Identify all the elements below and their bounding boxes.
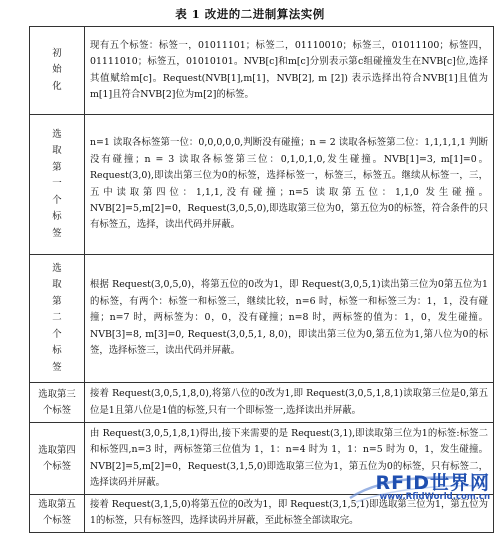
row-label-text: 选取第五个标签 <box>38 499 76 527</box>
row-text-fourth-tag: 由 Request(3,0,5,1,8,1)得出,接下来需要的是 Request(3,1),即读取第三位为1的标签:标签二和标签四,n=3 时，两标签第三位值为 1，1：n=4 时为 1，1：n=5 时为 0，1，发生碰撞。NVB[2]=5,m[2]=0，Request(3,1,5,0)即选取第三位为1，第五位为0的标签，只有标签二，选择读码并屏蔽。 <box>85 423 494 495</box>
row-label-text: 选 取 第 一 个 标 签 <box>52 129 62 239</box>
watermark-url: www.RfidWorld.com.cn <box>379 492 490 502</box>
row-label-init <box>30 27 85 115</box>
row-label-fifth-tag <box>30 495 85 533</box>
table-row <box>30 115 494 255</box>
row-text-fifth-tag: 接着 Request(3,1,5,0)将第五位的0改为1，即 Request(3,1,5,1)即选取第三位为1，第五位为1的标签，只有标签四，选择读码并屏蔽，至此标签全部读取完。 <box>85 495 494 533</box>
row-label-second-tag <box>30 255 85 383</box>
row-label-text: 初 始 化 <box>52 47 62 92</box>
row-text-first-tag: n=1 读取各标签第一位：0,0,0,0,0,判断没有碰撞；n = 2 读取各标签第二位：1,1,1,1,1 判断没有碰撞；n = 3 读取各标签第三位：0,1,0,1,0,发生碰撞。NVB[1]=3, m[1]=0。Request(3,0),即读出第三位为0的标签，选择标签一，标签三，标签五。继续从标签一，三，五中读取第四位：1,1,1,没有碰撞；n=5 读取第五位：1,1,0 发生碰撞。NVB[2]=5,m[2]=0，Request(3,0,5,0),即选取第三位为0，第五位为0的标签，符合条件的只有标签五，选择，读出代码并屏蔽。 <box>85 115 494 255</box>
row-label-text: 选取第四个标签 <box>38 444 76 472</box>
row-label-text: 选 取 第 二 个 标 签 <box>52 263 62 373</box>
watermark-logo: RFID世界网 <box>375 472 490 494</box>
row-label-first-tag <box>30 115 85 255</box>
row-text-third-tag: 接着 Request(3,0,5,1,8,0),将第八位的0改为1,即 Request(3,0,5,1,8,1)读取第三位是0,第五位是1且第八位是1值的标签,只有一个即标签一,选择读出并屏蔽。 <box>85 383 494 423</box>
row-label-fourth-tag <box>30 423 85 495</box>
table-row <box>30 27 494 115</box>
rfid-world-watermark <box>346 468 496 508</box>
row-label-text: 选取第三个标签 <box>38 388 76 416</box>
row-text-second-tag: 根据 Request(3,0,5,0)，将第五位的0改为1，即 Request(3,0,5,1)读出第三位为0第五位为1的标签，有两个：标签一和标签三，继续比较，n=6 时，标签一和标签三为：1，1，没有碰撞；n=7 时，两标签为：0，0，没有碰撞；n=8 时，两标签的值为：1，0，发生碰撞。NVB[3]=8, m[3]=0, Request(3,0,5,1, 8,0)，即读出第三位为0,第五位为1,第八位为0的标签，选择标签三，读出代码并屏蔽。 <box>85 255 494 383</box>
algorithm-example-table <box>29 26 494 533</box>
table-title: 表 1 改进的二进制算法实例 <box>175 7 325 21</box>
table-row <box>30 383 494 423</box>
table-row <box>30 255 494 383</box>
row-text-init: 现有五个标签：标签一，01011101；标签二，01110010；标签三，01011100；标签四，01111010；标签五，01010101。NVB[c]和m[c]分别表示第c组碰撞发生在NVB[c]位,选择其值赋给m[c]。Request(NVB[1],m[1]，NVB[2], m [2]) 表示选择出符合NVB[1]且值为m[1]且符合NVB[2]位为m[2]的标签。 <box>85 27 494 115</box>
row-label-third-tag <box>30 383 85 423</box>
